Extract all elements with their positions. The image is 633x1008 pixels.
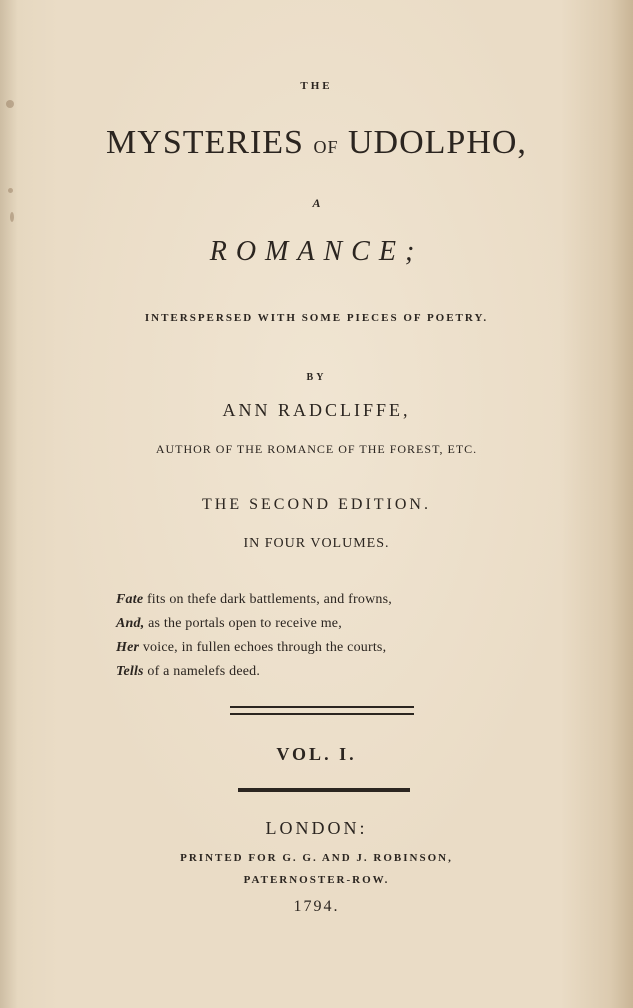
title-of: OF	[313, 137, 339, 157]
by-line: BY	[306, 372, 327, 383]
verse-line: Fate fits on thefe dark battlements, and frowns,	[116, 592, 392, 607]
imprint-year: 1794.	[293, 898, 340, 915]
volumes-line: IN FOUR VOLUMES.	[243, 536, 390, 551]
author-credits: AUTHOR OF THE ROMANCE OF THE FOREST, ETC.	[155, 442, 478, 456]
title-part-2: UDOLPHO,	[347, 124, 527, 161]
double-rule-top	[230, 706, 414, 708]
paper-stain	[8, 188, 13, 193]
interspersed-line: INTERSPERSED WITH SOME PIECES OF POETRY.	[144, 312, 489, 324]
imprint-city: LONDON:	[265, 818, 368, 838]
book-title	[0, 124, 633, 162]
epigraph-verse	[116, 588, 392, 684]
thick-rule	[238, 788, 410, 792]
edition-line: THE SECOND EDITION.	[202, 496, 431, 513]
article-a: A	[312, 196, 321, 210]
header-the: THE	[300, 80, 333, 92]
volume-number: VOL. I.	[276, 744, 357, 764]
subtitle-romance: ROMANCE;	[209, 236, 424, 267]
imprint-street: PATERNOSTER-ROW.	[243, 874, 390, 886]
author-name: ANN RADCLIFFE,	[222, 400, 411, 420]
double-rule-bottom	[230, 713, 414, 715]
verse-line: Her voice, in fullen echoes through the courts,	[116, 640, 387, 655]
title-part-1: MYSTERIES	[106, 124, 304, 161]
verse-line: Tells of a namelefs deed.	[116, 664, 261, 679]
paper-stain	[10, 212, 14, 222]
paper-stain	[6, 100, 14, 108]
verse-line: And, as the portals open to receive me,	[116, 616, 342, 631]
imprint-printer: PRINTED FOR G. G. AND J. ROBINSON,	[180, 852, 453, 864]
